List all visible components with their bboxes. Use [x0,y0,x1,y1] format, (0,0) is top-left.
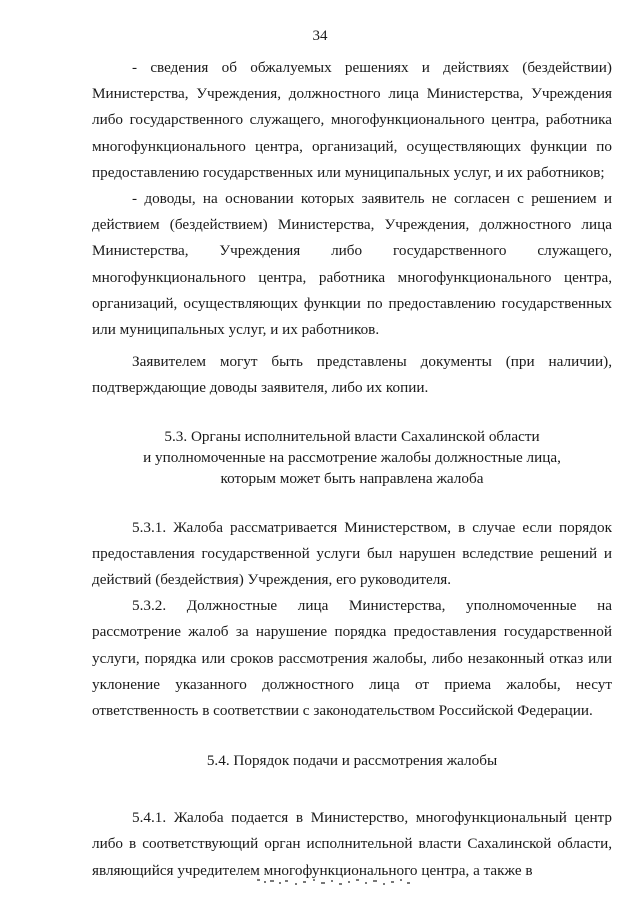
section-heading-5-3 [92,426,612,489]
paragraph-applicant-arguments: - доводы, на основании которых заявитель не согласен с решением и действием (бездействием) Министерства, Учреждения, должностного лица Министерства, Учреждения либо государственного служащего, многофункционального центра, работника многофункционального центра, организаций, осуществляющих функции по предоставлению государственных или муниципальных услуг, и их работников. [92,190,612,339]
document-body [92,55,612,884]
paragraph-5-3-2: 5.3.2. Должностные лица Министерства, уполномоченные на рассмотрение жалоб за нарушение порядка предоставления государственной услуги, порядка или сроков рассмотрения жалобы, либо незаконный отказ или уклонение указанного должностного лица от приема жалобы, несут ответственность в соответствии с законодательством Российской Федерации. [92,597,612,720]
section-heading-line: которым может быть направлена жалоба [220,469,484,487]
section-heading-5-4: 5.4. Порядок подачи и рассмотрения жалобы [206,752,498,770]
page-number: 34 [312,28,328,44]
section-heading-line: и уполномоченные на рассмотрение жалобы должностные лица, [143,448,561,466]
paragraph-5-4-1: 5.4.1. Жалоба подается в Министерство, многофункциональный центр либо в соответствующий орган исполнительной власти Сахалинской области, являющийся учредителем многофункционального центра, а также в [92,809,612,879]
paragraph-supporting-documents: Заявителем могут быть представлены документы (при наличии), подтверждающие доводы заявителя, либо их копии. [92,353,612,397]
scan-artifact-mark [255,875,415,889]
section-heading-line: 5.3. Органы исполнительной власти Сахалинской области [164,427,540,445]
paragraph-5-3-1: 5.3.1. Жалоба рассматривается Министерством, в случае если порядок предоставления государственной услуги был нарушен вследствие решений и действий (бездействия) Учреждения, его руководителя. [92,518,612,589]
paragraph-appeal-details: - сведения об обжалуемых решениях и действиях (бездействии) Министерства, Учреждения, должностного лица Министерства, Учреждения либо государственного служащего, многофункционального центра, работника многофункционального центра, организаций, осуществляющих функции по предоставлению государственных или муниципальных услуг, и их работников; [92,59,612,181]
